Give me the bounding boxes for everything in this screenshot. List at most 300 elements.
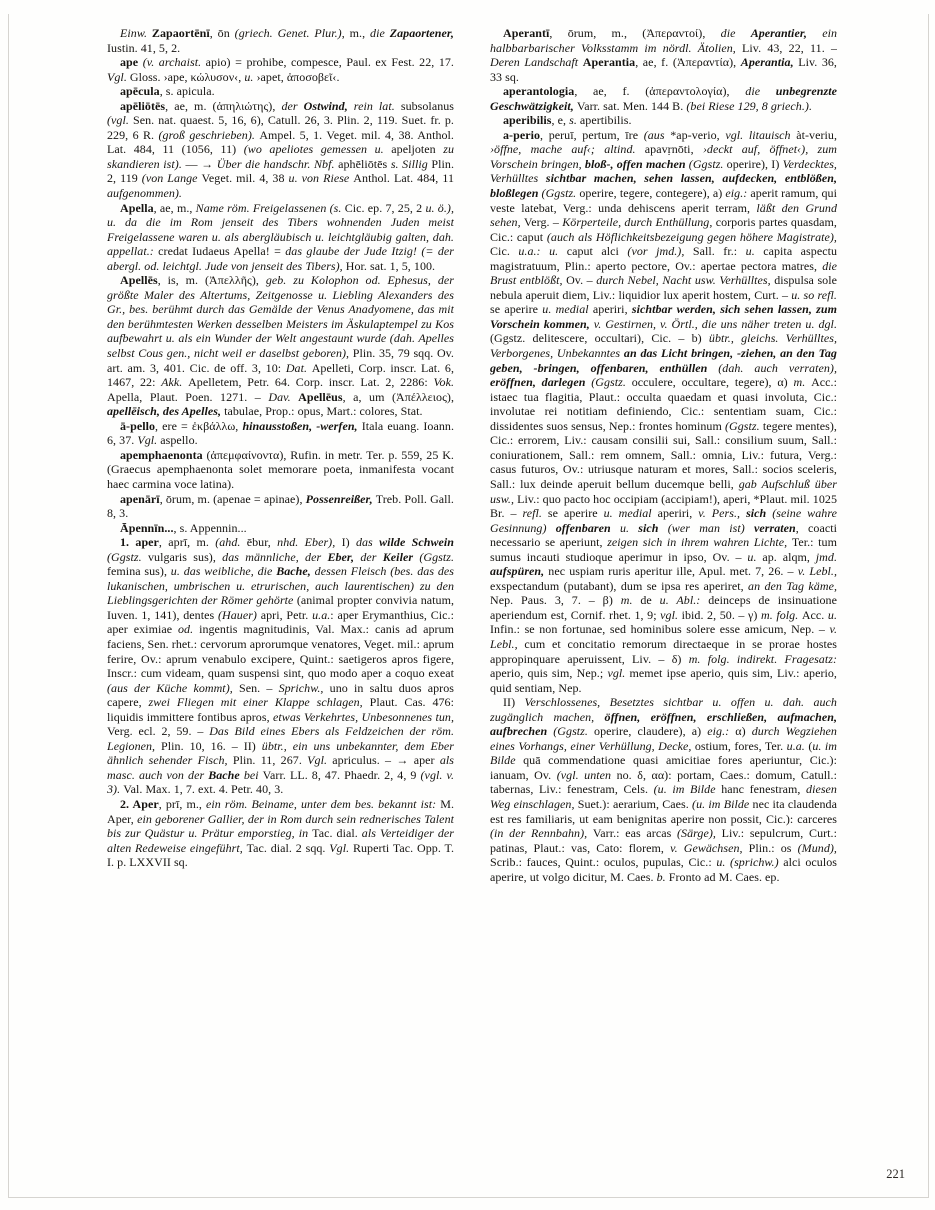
text-run: aphēliōtēs [338,156,391,171]
italic-text: übtr., gleichs. Verhülltes, Verborgenes, Unbekanntes [490,331,837,361]
headword: apenārī [120,491,160,506]
text-run: quā commendatione quasi amicitiae fores aperiuntur, Cic.): ianuam, Ov. [490,753,837,782]
text-run: ingentis magnitudinis, Val. Max.: canis ad aprum faciens, Sen. rhet.: cervorum aprorumque venatores, Veget. mil.: aprum ferire, Ov.: aprum venabulo excipere, Quint.: saetigeros apros figere, Inscr.: cum videam, quam suspensi sint, quo modo aper a coquo exeat [107,622,454,681]
text-run: corporis partes quasdam, Cic.: caput [490,215,837,244]
italic-text: bei [243,767,263,782]
text-run: , ae, f. (ἀπεραντολογία), [574,84,746,99]
italic-text: zeigen sich in ihrem wahren Lichte, [607,535,792,550]
headword: aperantologia [503,84,575,99]
text-run: (animal propter convivia natum, Iuven. 1, 141), dentes [107,593,454,622]
text-run: Infin.: se non fortunae, sed hominibus solere esse amicum, Nep. – [490,622,830,637]
italic-text: v. Gewächsen, [670,840,749,855]
italic-text: vgl. [660,607,682,622]
emphasis-text: wilde Schwein [379,535,454,550]
italic-text: (Hauer) [217,607,261,622]
italic-text: v. Pers., [698,506,747,521]
dictionary-entry [490,26,837,84]
text-run: ›apet, ἀποσοβεῖ‹. [256,69,340,84]
text-run: ēbur, [246,535,278,550]
text-run: de [640,593,660,608]
text-run: capita aspectu magistratuum, Plin.: aperto pectore, Ov.: apertae pectora matres, [490,244,837,273]
italic-text: m. [793,375,812,390]
text-run: Varr. sat. Men. 144 B. [576,98,687,113]
headword: a-perio [503,127,541,142]
headword: apēliōtēs [120,98,166,113]
dictionary-entry [107,55,454,84]
emphasis-text: hinausstoßen, -werfen, [242,418,362,433]
dictionary-entry [107,273,454,418]
italic-text: dessen Fleisch (bes. das des lukanischen, umbrischen u. etrurischen, auch laurentischen) zu den Lieblingsgerichten der Römer gehörte [107,564,454,608]
italic-text: vgl. [607,666,630,681]
text-run: subsolanus [400,98,454,113]
italic-text: aufgenommen). [107,186,182,201]
italic-text: Vok. [433,375,454,390]
italic-text: die [745,84,776,99]
italic-text: od. [178,622,200,637]
text-run: Liv.: sepulcrum, Curt.: patinas, Plaut.: vas, Cato: florem, [490,826,837,855]
italic-text: (in der Rennbahn), [490,826,593,841]
italic-text: u. [619,520,639,535]
text-run: no. δ, αα): portam, Caes.: domum, Catull.: tabernas, Liv.: fenestram, Cels. [490,767,837,797]
italic-text: (Ggstz. [107,549,148,564]
text-run: Ruperti Tac. Opp. T. I. p. LXXVII sq. [107,840,454,870]
text-run: apio) = prohibe, compesce, Paul. ex Fest. 22, 17. [205,55,454,70]
text-run: ( [808,738,813,753]
headword: Āpennīn... [120,520,174,535]
text-run: deinceps de insinuatione aperiendum est, Cornif. rhet. 1, 9; [490,593,837,622]
headword: Aperantī [503,26,550,40]
text-run: ostium, fores, Ter. [694,738,787,753]
italic-text: vgl. litauisch [725,127,797,142]
italic-text: nhd. Eber), [277,535,342,550]
italic-text: ein röm. Beiname, unter dem bes. bekannt ist: [206,796,441,811]
text-run: , s. Appennin... [173,520,247,535]
italic-text: u. so refl. [791,287,837,302]
text-run: , ōrum, m., (Ἀπεραντοί), [549,26,721,40]
italic-text: Das Bild eines Ebers als Feldzeichen der röm. Legionen, [107,724,454,753]
italic-text: (seine wahre Gesinnung) [490,506,837,535]
text-run: apavṛnōti, [644,142,703,157]
italic-text: u. ö.), u. da die im Rom jenseit des Tibers wohnenden Juden meist Freigelassene waren u. als abergläubisch u. leichtgläubig galten, dah. appellat.: [107,200,454,259]
text-run: hanc fenestram, [721,782,807,797]
text-run: , peruī, pertum, īre [540,127,644,142]
text-run: Apelletem, Petr. 64. Corp. inscr. Lat. 2, 2286: [188,375,434,390]
italic-text: Vgl. [329,840,353,855]
text-run: Fronto ad M. Caes. ep. [668,869,780,884]
text-run: femina sus), [107,564,171,579]
headword: 2. Aper [120,796,159,811]
text-run: : aper Erymanthius, Cic.: aper eximiae [107,607,454,637]
italic-text: (u. im Bilde [692,796,753,811]
text-run: Ov. – [566,273,597,288]
italic-text: Dav. [268,389,299,404]
text-run: apriculus. – → aper [332,753,440,768]
italic-text: Name röm. Freigelassenen (s. [195,200,345,215]
text-run: Suet.): aerarium, Caes. [577,796,693,811]
italic-text: u. [244,69,257,84]
italic-text: (Särge), [677,826,722,841]
text-run: , aprī, m. [158,535,216,550]
italic-text: Akk. [161,375,189,390]
italic-text: die [720,26,751,40]
italic-text: (Ggstz. [688,156,727,171]
italic-text: als masc. auch von der [107,753,454,782]
italic-text: m. folg. [761,607,802,622]
text-run: tabulae, Prop.: opus, Mart.: colores, Stat. [224,404,423,419]
headword: apemphaenonta [120,447,203,462]
text-run: Apella, Plaut. Poen. 1271. – [107,389,269,404]
text-run: apri, Petr. [260,607,313,622]
emphasis-text: sichtbar werden, sich sehen lassen, zum Vorschein kommen, [490,302,837,331]
text-run: ap. alqm, [762,549,816,564]
italic-text: das glaube der Jude Itzig! (= der abergl. od. leichtgl. Jude von jenseit des Tibers), [107,244,454,273]
italic-text: jmd. [815,549,837,564]
italic-text: (wo apeliotes gemessen u. [243,142,392,157]
italic-text: (vor jmd.), [627,244,693,259]
emphasis-text: Bache, [276,564,315,579]
italic-text: (auch als Höflichkeitsbezeigung gegen höhere Magistrate), [546,229,837,244]
text-run: , ae, f. (Ἀπεραντία), [635,55,741,70]
headword: aperibilis [503,113,552,128]
italic-text: (von Lange [141,171,202,186]
text-run: , m., [341,26,371,40]
text-run: se aperire [547,506,604,521]
dictionary-entry [490,113,837,128]
text-run: , ae, m. (ἀπηλιώτης), [165,98,282,113]
italic-text: (Ggstz. [541,186,580,201]
dictionary-entry [107,201,454,274]
dictionary-entry [107,521,454,536]
text-run: Varr.: eas arcas [592,826,677,841]
italic-text: (Ggstz. [419,549,454,564]
italic-text: v. Lebl., [797,564,837,579]
dictionary-entry [490,695,837,884]
italic-text: als Verteidiger der alten Redeweise eingeführt, [107,826,454,855]
italic-text: Sprichw., [278,680,330,695]
text-run: (ἀπεμφαίνοντα), Rufin. in metr. Ter. p. 559, 25 K. (Graecus apemphaenonta solet memorare poeta, inmanifesta vocant haec carmina voce latina). [107,447,454,491]
emphasis-text: verraten [754,520,796,535]
text-run: credat Iudaeus Apella! = [158,244,286,259]
dictionary-entry [107,797,454,870]
headword: 1. aper [120,535,159,550]
italic-text: (griech. Genet. Plur.) [234,26,342,40]
text-run: Plin. 2, 119 [107,156,454,186]
emphasis-text: sich [638,520,668,535]
italic-text: (wer man ist) [667,520,755,535]
headword: ā-pello [120,418,156,433]
italic-text: eig.: [707,724,736,739]
text-run: Plin. 11, 267. [232,753,308,768]
bold-text: Apellēus [298,389,343,404]
text-run: Tac. dial. [312,826,362,841]
emphasis-text: sich [746,506,773,521]
italic-text: läßt den Grund sehen, [490,200,837,230]
italic-text: (u. im Bilde [653,782,722,797]
text-run: Val. Max. 1, 7. ext. 4. Petr. 40, 3. [123,782,284,797]
text-run: Ampel. 5, 1. Veget. mil. 4, 38. Anthol. Lat. 484, 11 (1056, 11) [107,127,454,157]
text-run: — → [185,156,217,171]
text-run: , ae, m., [153,200,196,215]
italic-text: u.a.: u. [518,244,567,259]
text-run: cum et concitatio remorum directaeque in se prorae hostes appropinquare aperuissent, Liv. – δ) [490,636,837,666]
italic-text: u. Abl.: [659,593,709,608]
text-run: Treb. Poll. Gall. 8, 3. [107,491,454,521]
dictionary-entry [107,535,454,797]
italic-text: Körperteile, durch Enthüllung, [562,215,716,230]
italic-text: u. das weibliche, die [170,564,277,579]
text-run: exspectandum (putabant), dum se ipsa res aperiret, [490,578,749,593]
text-run: , ere = ἐκβάλλω, [155,418,243,433]
text-run: uno in saltu duos apros capere, [107,680,454,710]
italic-text: u. [745,244,764,259]
text-run: aperiri, [657,506,699,521]
italic-text: ›deckt auf, öffnet‹), zum Vorschein bringen, [490,142,837,171]
italic-text: (dah. auch verraten), [718,360,837,375]
emphasis-text: Zapaortener, [389,26,454,40]
italic-text: gab Aufschluß über usw., [490,476,837,506]
headword: apēcula [120,84,160,99]
italic-text: die Brust entblößt, [490,258,837,288]
text-run: Verg. – [523,215,563,230]
italic-text: m. folg. indirekt. Fragesatz: [688,651,837,666]
italic-text: rein lat. [347,98,401,113]
italic-text: (Mund), [797,840,837,855]
text-run: Iustin. 41, 5, 2. [107,40,181,55]
bold-text: Zapaortēnī [151,26,210,40]
italic-text: an den Tag käme, [748,578,837,593]
italic-text: refl. [522,506,548,521]
italic-text: eig.: [725,186,751,201]
dictionary-entry [107,492,454,521]
text-run: se aperire [490,302,543,317]
text-run: α) [735,724,752,739]
text-run: Plin.: os [748,840,798,855]
text-run: nec ita claudenda est res familiaris, ut eam benignitas aperire non possit, Cic.): carceres [490,796,837,826]
italic-text: m. [620,593,641,608]
text-run: Sall. fr.: [692,244,746,259]
text-run: Hor. sat. 1, 5, 100. [345,258,436,273]
text-run: Acc.: istaec tua flagitia, Plaut.: occulta quaedam et quasi involuta, Cic.: involutae rei notitiam definiendo, Cic.: sententiam suam, Cic.: dissidentes suos sensus, Nep.: frontes hominum [490,375,837,433]
italic-text: das [355,535,380,550]
italic-text: u. medial [603,506,658,521]
italic-text: u.a. [312,607,331,622]
headword: Apellēs [120,273,158,288]
text-run: aperit ramum, qui veste latebat, Verg.: unda dehiscens aperit terram, [490,186,837,215]
emphasis-text: aufspüren, [490,564,549,579]
italic-text: (vgl. [107,113,133,128]
left-column [107,26,454,1158]
italic-text: zwei Fliegen mit einer Klappe schlagen, [148,695,370,710]
text-run: (Ggstz. delitescere, occultari), Cic. – b) [490,331,709,346]
italic-text: Dat. [285,360,312,375]
text-run: , ōrum, m. (apenae = apinae), [159,491,306,506]
text-run: , ōn [209,26,235,40]
bold-text: Aperantia [582,55,636,70]
italic-text: geb. zu Kolophon od. Ephesus, der größte Maler des Altertums, Zeitgenosse u. Liebling Alexanders des Gr., bes. berühmt durch das Gemälde der Venus Anadyomene, das mit den berühmtesten Werken desselben Meisters im Äskulaptempel zu Kos aufbewahrt u. als ein Wunder der Welt angestaunt wurde (dah. Apelles selbst Cous gen., nicht weil er daselbst geboren), [107,273,454,361]
italic-text: u. [827,607,837,622]
text-run: , s. apicula. [159,84,215,99]
italic-text: (v. archaist. [142,55,206,70]
emphasis-text: Aperantia, [740,55,799,70]
italic-text: v. Lebl., [490,622,837,651]
italic-text: ein geborener Gallier, der in Rom durch sein rednerisches Talent bis zur Quästur u. Prätur emporstieg, in [107,811,454,841]
right-column [490,26,837,1158]
text-run: aspello. [160,433,198,448]
emphasis-text: Ostwind, [303,98,348,113]
text-run: Plin. 10, 16. – II) [161,738,262,753]
text-run: Scrib.: fauces, Quint.: oculos, pupulas, Cic.: [490,855,717,870]
dictionary-entry [490,84,837,113]
text-run: Liv.: quo pacto hoc occipiam (accipiam!), aperi, *Plaut. mil. 1025 Br. – [490,491,837,521]
dictionary-entry [107,26,454,55]
italic-text: ein halbbarbarischer Volksstamm im nördl. Ätolien, [490,26,837,55]
italic-text: Deren Landschaft [490,55,583,70]
emphasis-text: Eber, [327,549,361,564]
text-run: Nep. Paus. 3, 7. – β) [490,593,621,608]
italic-text: (Ggstz. [724,418,763,433]
page-number: 221 [886,1167,905,1181]
italic-text: (groß geschrieben). [158,127,260,142]
emphasis-text: Keiler [382,549,420,564]
text-run: Veget. mil. 4, 38 [201,171,289,186]
emphasis-text: offenbaren [555,520,620,535]
italic-text: u. im Bilde [490,738,837,768]
italic-text: der [281,98,304,113]
text-run: Sen. nat. quaest. 5, 16, 6), Catull. 26, 3. Plin. 2, 119. Suet. fr. p. 229, 6 R. [107,113,454,142]
italic-text: u.a. [786,738,809,753]
text-run: apertibilis. [579,113,632,128]
italic-text: Verdecktes, Verhülltes [490,156,837,186]
text-run: , coacti necessario se aperiunt, [490,520,837,550]
italic-text: übtr., ein uns unbekannter, dem Eber ähnlich sehender Fisch, [107,738,454,768]
text-run: dispulsa sole nebula aperuit diem, Liv.: liquidior lux aperit hostem, Curt. – [490,273,837,302]
italic-text: (bei Riese 129, 8 griech.). [686,98,812,113]
text-run: àt-veriu, [796,127,837,142]
text-run: Apelleti, Corp. inscr. Lat. 6, 1467, 22: [107,360,454,390]
italic-text: v. Gestirnen, v. Örtl., die uns näher treten u. dgl. [593,316,837,331]
text-run: operire), I) [726,156,783,171]
italic-text: u. (sprichw.) [716,855,784,870]
text-run: , a, um (Ἀπέλλειος), [342,389,454,404]
dictionary-entry [107,448,454,492]
emphasis-text: eröffnen, darlegen [490,375,592,390]
italic-text: Verschlossenes, Besetztes sichtbar u. offen u. dah. auch zugänglich machen, [490,695,837,724]
emphasis-text: öffnen, eröffnen, erschließen, aufmachen, aufbrechen [490,709,837,739]
italic-text: durch Nebel, Nacht usw. Verhülltes, [596,273,775,288]
italic-text: (aus [643,127,671,142]
emphasis-text: apellēisch, des Apelles, [107,404,225,419]
italic-text: (Ggstz. [591,375,632,390]
italic-text: (aus der Küche kommt), [107,680,239,695]
italic-text: durch Wegziehen eines Vorhangs, einer Verhüllung, Decke, [490,724,837,753]
italic-text: (Ggstz. [553,724,595,739]
text-run: Cic. ep. 7, 25, 2 [344,200,426,215]
text-run: Acc. [801,607,828,622]
text-run: M. Aper, [107,796,454,826]
text-run: Itala euang. Ioann. 6, 37. [107,418,454,448]
text-run: Varr. LL. 8, 47. Phaedr. 2, 4, 9 [262,767,421,782]
text-run: operire, claudere), a) [594,724,708,739]
text-run: tegere mentes), Cic.: errorem, Liv.: causam consilii sui, Sall.: consilium suum, Sall.: coniurationem, Sall.: rem omnem, Sall.: omnia, Liv.: futura, Verg.: casus futuros, Ov.: utriusque naturam et mores, Sall.: socios sceleris, Sall.: lux deinde aperuit bellum ducemque belli, [490,418,837,491]
italic-text: Vgl. [307,753,333,768]
text-run: II) [503,695,525,710]
text-run: , e, [551,113,570,128]
emphasis-text: Possenreißer, [305,491,376,506]
text-run: aperio, quis sim, Nep.; [490,666,608,681]
headword: Apella [120,200,154,215]
dictionary-entry [107,84,454,99]
text-run: Liv. 43, 22, 11. – [742,40,837,55]
text-run: , prī, m., [158,796,207,811]
emphasis-text: sichtbar machen, sehen lassen, aufdecken, entblößen, bloßlegen [490,171,837,201]
text-run: ibid. 2, 50. – γ) [681,607,761,622]
headword: ape [120,55,139,70]
emphasis-text: bloß-, offen machen [584,156,689,171]
italic-text: (vgl. v. 3). [107,767,454,797]
text-run: Sen. – [238,680,279,695]
emphasis-text: Bache [208,767,244,782]
text-run: Ter.: tum sumus incauti studioque aperimur in ipso, Ov. – [490,535,837,564]
italic-text: Vgl. [107,69,130,84]
text-run: memet ipse aperio, quis sim, Liv.: aperio, quid sentiam, Nep. [490,666,837,695]
text-run: Tac. dial. 2 sqq. [246,840,330,855]
italic-text: u. medial [542,302,593,317]
text-run: Gloss. ›ape, κώλυσον‹, [129,69,245,84]
italic-text: das männliche, der [222,549,328,564]
text-run: Liv. 36, 33 sq. [490,55,837,84]
emphasis-text: an das Licht bringen, -ziehen, an den Tag geben, -bringen, offenbaren, enthüllen [490,346,837,375]
text-run: Verg. ecl. 2, 59. – [107,724,210,739]
text-run: vulgaris sus), [147,549,223,564]
italic-text: b. [656,869,669,884]
text-run: apeljoten [391,142,444,157]
text-run: , is, m. (Ἀπελλῆς), [157,273,266,288]
italic-text: Einw. [120,26,152,40]
text-run: caput alci [566,244,628,259]
text-run: operire, tegere, contegere), a) [579,186,726,201]
text-run: aperiri, [592,302,632,317]
italic-text: u. [747,549,763,564]
dictionary-entry [107,99,454,201]
text-run: Plaut. Cas. 476: liquidis immittere fontibus apros, [107,695,454,724]
text-run: I) [341,535,356,550]
text-run: Plin. 35, 79 sqq. Ov. art. am. 3, 401. Cic. de off. 3, 10: [107,346,454,375]
italic-text: u. von Riese [288,171,354,186]
text-run: nec uspiam ruris aperitur ille, Apul. met. 7, 26. – [548,564,798,579]
dictionary-entry [107,419,454,448]
emphasis-text: Aperantier, [750,26,823,40]
italic-text: der [360,549,383,564]
italic-text: ›öffne, mache auf‹; altind. [490,142,645,157]
italic-text: s. [569,113,580,128]
italic-text: etwas Verkehrtes, Unbesonnenes tun, [273,709,454,724]
text-run: *ap-verio, [670,127,726,142]
italic-text: diesen Weg einschlagen, [490,782,837,811]
italic-text: Über die handschr. Nbf. [216,156,339,171]
text-run: Cic. [490,244,519,259]
italic-text: s. Sillig [390,156,432,171]
italic-text: Vgl. [137,433,161,448]
italic-text: (vgl. unten [556,767,617,782]
dictionary-entry [490,128,837,695]
text-run: alci oculos aperire, ut volgo dicitur, M. Caes. [490,855,837,884]
italic-text: die [370,26,390,40]
text-columns [107,26,837,1158]
italic-text: zu skandieren ist). [107,142,454,171]
text-run: Anthol. Lat. 484, 11 [353,171,454,186]
text-run: occulere, occultare, tegere), α) [631,375,794,390]
emphasis-text: unbegrenzte Geschwätzigkeit, [490,84,837,113]
